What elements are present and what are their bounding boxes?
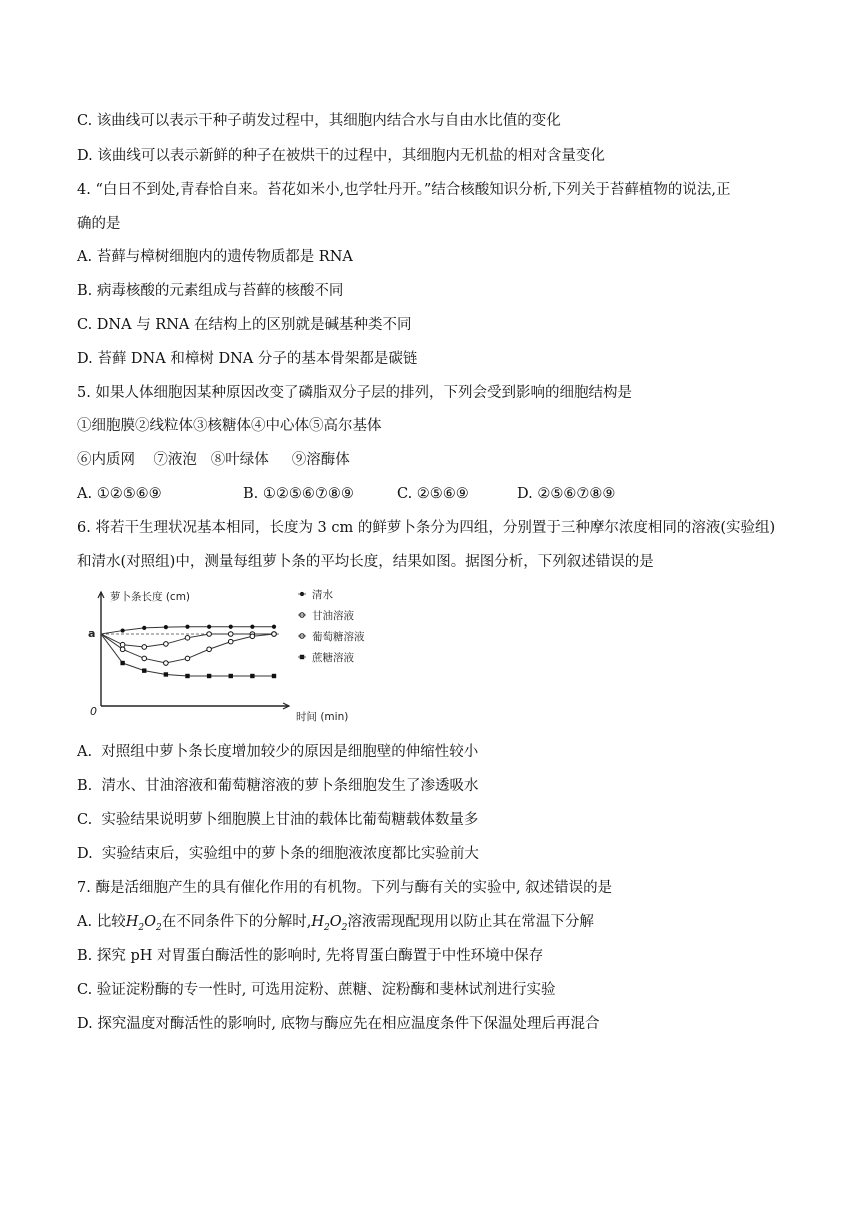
series-2-point (185, 636, 190, 641)
q7-option-c: C. 验证淀粉酶的专一性时, 可选用淀粉、蔗糖、淀粉酶和斐林试剂进行实验 (77, 982, 556, 998)
q7-option-d: D. 探究温度对酶活性的影响时, 底物与酶应先在相应温度条件下保温处理后再混合 (77, 1016, 600, 1032)
q7-option-a (77, 912, 594, 938)
legend-label-1: 清水 (312, 589, 333, 601)
chart-series-layer (101, 625, 276, 679)
chart-origin-label: 0 (90, 705, 97, 718)
q3-option-c: C. 该曲线可以表示干种子萌发过程中，其细胞内结合水与自由水比值的变化 (77, 113, 561, 129)
series-1-point (250, 625, 254, 629)
q6-stem-line1: 6. 将若干生理状况基本相同，长度为 3 cm 的鲜萝卜条分为四组，分别置于三种摩尔浓度相同的溶液(实验组) (77, 520, 776, 536)
q7a-suffix: 溶液需现配现用以防止其在常温下分解 (347, 914, 594, 930)
q3-option-d: D. 该曲线可以表示新鲜的种子在被烘干的过程中，其细胞内无机盐的相对含量变化 (77, 148, 605, 164)
series-2-point (164, 642, 169, 647)
series-2-point (228, 632, 233, 637)
q5-structure-list-1: ①细胞膜②线粒体③核糖体④中心体⑤高尔基体 (77, 418, 382, 434)
q4-option-a: A. 苔藓与樟树细胞内的遗传物质都是 RNA (77, 249, 353, 265)
q5-structure-list-2: ⑥内质网 ⑦液泡 ⑧叶绿体 ⑨溶酶体 (77, 452, 350, 468)
q7a-prefix: A. 比较 (77, 914, 126, 930)
series-4-point (142, 668, 146, 672)
q6-option-b: B. 清水、甘油溶液和葡萄糖溶液的萝卜条细胞发生了渗透吸水 (77, 778, 479, 794)
chart-legend (298, 588, 365, 664)
chart-y-tick-a: a (88, 627, 96, 640)
h2o2-formula-1: $H_2O_2$ (125, 914, 162, 933)
series-4-point (164, 672, 168, 676)
chart-x-axis-label: 时间 (min) (296, 711, 349, 723)
series-2-point (142, 645, 147, 650)
q7-stem: 7. 酶是活细胞产生的具有催化作用的有机物。下列与酶有关的实验中, 叙述错误的是 (77, 880, 613, 896)
q5-options (77, 484, 615, 504)
series-2-point (207, 632, 212, 637)
series-4-point (229, 674, 233, 678)
q6-option-d: D. 实验结束后，实验组中的萝卜条的细胞液浓度都比实验前大 (77, 846, 479, 862)
q5-option-c: C. ②⑤⑥⑨ (397, 486, 469, 502)
series-3-point (228, 639, 233, 644)
q7-option-b: B. 探究 pH 对胃蛋白酶活性的影响时, 先将胃蛋白酶置于中性环境中保存 (77, 948, 544, 964)
q6-option-c: C. 实验结果说明萝卜细胞膜上甘油的载体比葡萄糖载体数量多 (77, 812, 479, 828)
legend-label-3: 葡萄糖溶液 (312, 631, 365, 643)
q4-stem-line2: 确的是 (77, 216, 121, 232)
q5-option-b: B. ①②⑤⑥⑦⑧⑨ (243, 486, 354, 502)
series-3-point (185, 656, 190, 661)
series-2-point (120, 642, 125, 647)
q4-option-b: B. 病毒核酸的元素组成与苔藓的核酸不同 (77, 283, 344, 299)
series-3-point (207, 647, 212, 652)
q4-option-d: D. 苔藓 DNA 和樟树 DNA 分子的基本骨架都是碳链 (77, 351, 418, 367)
series-1-point (185, 625, 189, 629)
series-3-point (164, 661, 169, 666)
series-1-point (272, 625, 276, 629)
chart-y-axis-label: 萝卜条长度 (cm) (110, 591, 191, 603)
radish-length-chart (84, 584, 384, 724)
series-1-point (207, 625, 211, 629)
q7a-middle: 在不同条件下的分解时, (161, 914, 312, 930)
q5-stem: 5. 如果人体细胞因某种原因改变了磷脂双分子层的排列，下列会受到影响的细胞结构是 (77, 385, 632, 401)
series-3-point (250, 634, 255, 639)
series-1-point (164, 625, 168, 629)
q4-option-c: C. DNA 与 RNA 在结构上的区别就是碱基种类不同 (77, 317, 412, 333)
series-4-point (185, 674, 189, 678)
series-3-point (272, 632, 277, 637)
series-4-point (250, 674, 254, 678)
series-1-point (121, 628, 125, 632)
q4-stem-line1: 4. “白日不到处,青春恰自来。苔花如米小,也学牡丹开。”结合核酸知识分析,下列关于苔藓植物的说法,正 (77, 182, 731, 198)
legend-label-2: 甘油溶液 (312, 610, 354, 622)
q6-stem-line2: 和清水(对照组)中，测量每组萝卜条的平均长度，结果如图。据图分析，下列叙述错误的是 (77, 554, 654, 570)
series-1-point (142, 626, 146, 630)
q6-option-a: A. 对照组中萝卜条长度增加较少的原因是细胞壁的伸缩性较小 (77, 744, 479, 760)
series-4-point (120, 661, 124, 665)
legend-label-4: 蔗糖溶液 (312, 652, 354, 664)
series-3-point (142, 656, 147, 661)
q5-option-d: D. ②⑤⑥⑦⑧⑨ (517, 486, 616, 502)
chart-svg (84, 584, 384, 724)
series-4-point (272, 674, 276, 678)
h2o2-formula-2: $H_2O_2$ (311, 914, 348, 933)
series-3-point (120, 647, 125, 652)
series-4-point (207, 674, 211, 678)
series-1-point (229, 625, 233, 629)
q5-option-a: A. ①②⑤⑥⑨ (77, 486, 162, 502)
